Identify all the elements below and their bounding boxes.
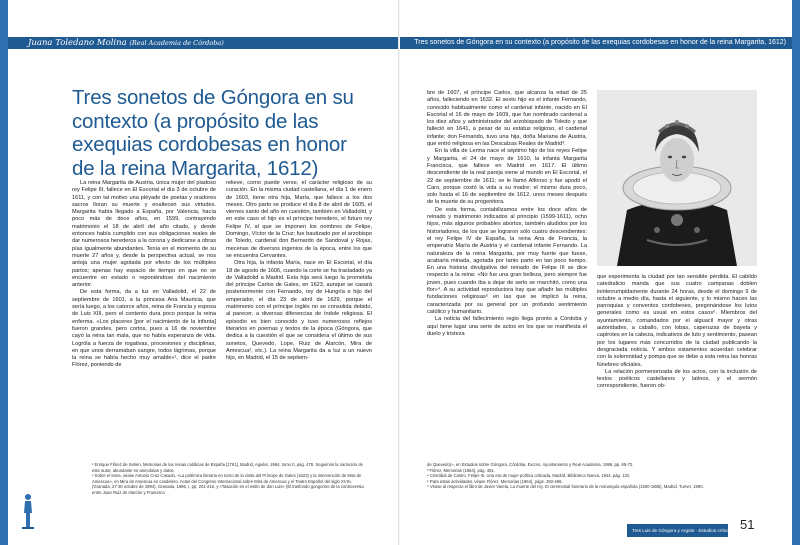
paragraph: que experimenta la ciudad por tan sensible pérdida. El cabildo catedralicio manda que sus cuatro campanas doblen ininterrumpidamente durante 24 horas, desde el domingo 9 de octubre a medio día, hasta el siguiente, y lo mismo hacen las parroquias y conventos cordobeses, pregonándose los lutos generales como es usual en estos casos⁶. Miembros del ayuntamiento, comandados por el alguacil mayor y otras autoridades, a caballo, con lobas, caperuzas de bayeta y capirotes en la cabeza, indicativos de luto y sentimiento, pasean por los lugares más concurridos de la ciudad publicando la desgraciada noticia. Y ambos estamentos acuerdan celebrar con la solemnidad y pompa que se debe a esta reina las honras fúnebres oficiales. [597,274,757,368]
left-page-edge [0,0,8,545]
footnote: ³ Flórez, Memorias (1964), pág. 481. [427,467,495,473]
paragraph: bre de 1607, el príncipe Carlos, que alcanza la edad de 25 años, falleciendo en 1632. El sexto hijo es el infante Fernando, conocido habitualmente como el cardenal infante, nacido en El Escorial el 16 de mayo de 1609, que fue nombrado cardenal a los diez años y administrador del arzobispado de Toledo y que falleció en 1641, a pesar de su estatus religioso, el cardenal infante; don Fernando, tuvo una hija, doña Mariana de Austria, que entró religiosa en las Descalzas Reales de Madrid³. [427,90,587,148]
left-running-head [28,37,224,49]
portrait-illustration [597,90,757,266]
right-running-head: Tres sonetos de Góngora en su contexto (a propósito de las exequias cordobesas en honor de la reina Margarita, 1612) [414,39,786,46]
footnote: de Quevedo)», en Estudios sobre Góngora, Córdoba, Excmo. Ayuntamiento y Real Academia, 1996, pp. 65-72. [427,462,634,467]
footnote: ⁵ Para estas actividades, véase Flórez, Memorias (1964), págs. 482-486. [427,478,563,484]
text-column-4 [597,274,757,391]
paragraph: De esta forma, da a luz en Valladolid, el 22 de septiembre de 1601, a la princesa Ana Mauricia, que sería luego, a los catorce años, reina de Francia y esposa de Luis XIII, pero el contento dura poco porque la reina enferma. «Los placeres [por el nacimiento de la infanta] fueron grandes, pero cortos, pues a 16 de noviembre cayó la reina tan mala, que no había esperanza de vida. Logróla a fuerza de rogativas, procesiones y disciplinas, en que unos derramaban sangre, todos lágrimas, porque la reina se había hecho muy amable»¹, dice el padre Flórez, poniendo de [72,289,216,369]
paragraph: La relación pormenorizada de los actos, con la inclusión de textos poéticos castellanos y latinos, y el sermón correspondiente, fueron ob- [597,368,757,390]
footnote: ² Sobre el tema, véase Antonio Cruz Casado, «La polémica literaria en torno de la visita del Príncipe de Gales (1623) y la intervención de Mira de Amescua», en Mira de Amescua en candelero. Actas del Congreso Internacional sobre Mira de Amescua y el Teatro Español del siglo XVII», (Granada, 27-30 octubre de 1994), Granada, 1996, I, pp. 201-215, y «Tasación en el estilo de don Luis» (El trasfondo gongorino de la controversia entre Juan Ruiz de Alarcón y Francisco [92,473,364,495]
text-column-3 [427,90,587,338]
author-name: Juana Toledano Molina [28,38,127,48]
footer-text: Tres Luis de Góngora y Argote · Estudios críticos [632,528,732,533]
paragraph: Otra hija, la infanta María, nace en El Escorial, el día 18 de agosto de 1606, cuando la corte se ha trasladado ya de Valladolid a Madrid. Esta hija será luego la prometida del príncipe Carlos de Gales, en 1623, aunque se casará posteriormente con Fernando, rey de Hungría e hijo del emperador, el día 23 de abril de 1629, porque el matrimonio con el príncipe inglés no se consolida debido, al parecer, a diversas diferencias de índole religiosa. El episodio es bien conocido y tuvo numerosos reflejos literarios en poemas y textos de la época (Góngora, que dedica a la cuestión el que se considera el último de sus sonetos, Quevedo, Lope, Ruiz de Alarcón, Mira de Amescua², etc.). La reina Margarita da a luz a un nuevo hijo, en Madrid, el 15 de septiem- [226,260,372,362]
footnotes-left [92,462,372,495]
footnote: ⁴ Cristóbal de Castro, Felipe III. Una era de mujer política criticada, Madrid, Biblioteca Nueva, 1944, pág. 132. [427,473,631,478]
article-title: Tres sonetos de Góngora en su contexto (a propósito de las exequias cordobesas en honor de la reina Margarita, 1612) [72,86,354,180]
paragraph: La noticia del fallecimiento regio llega pronto a Córdoba y aquí tiene lugar una serie de actos en los que se manifiesta el duelo y tristeza [427,316,587,337]
queen-portrait-image [597,90,757,266]
right-page-edge [792,0,800,545]
paragraph: La reina Margarita de Austria, única mujer del piadoso rey Felipe III, fallece en El Escorial el día 3 de octubre de 1611, y con tal motivo una pléyade de poetas y oradores sacros lloran su muerte y enaltecen sus virtudes. Margarita había llegado a España, por Valencia, hacía poco más de doce años, en 1599, contrayendo matrimonio el 18 de abril del año citado, y desde entonces había cumplido con sus obligaciones reales de dar numerosos herederos a la corona y dedicarse a obras pías igualmente abundantes. Tenía en el momento de su muerte 27 años y, desde la perspectiva actual, se nos antoja una mujer agotada por efecto de los múltiples partos; apenas hay espacio de tiempo en que no se encuentre en estado o reponiéndose del nacimiento anterior. [72,180,216,289]
footnote: ⁶ Véase al respecto el libro de Javier Varela, La muerte del rey. El ceremonial funerario de la monarquía española (1500-1885), Madrid, Turner, 1990. [427,484,704,489]
author-affiliation: (Real Academia de Córdoba) [129,39,224,47]
footnotes-right [427,462,757,490]
figurine-logo-icon [20,493,36,529]
paragraph: De esta forma, contabilizamos entre los doce años de reinado y matrimonio indicados al principio (1599-1611), ocho hijos, más algunos probables abortos, también aludidos por los historiadores, de los que se lograron sólo cuatro descendientes: el rey Felipe IV de España, la reina Ana de Francia, la emperatriz María de Austria y el cardenal infante Fernando. La naturaleza de la reina Margarita, por muy fuerte que fuese, acabaría minada, agotada por tanto parto en tan poco tiempo. En una historia divulgativa del reinado de Felipe III se dice respecto a la reina: «No fue una gran belleza, pero siempre fue joven, pues cuando iba a dejar de serlo se marchitó, como una flor»⁴. A su actividad reproductora hay que añadir las múltiples fundaciones religiosas⁵ en las que se implicó la reina, caracterizada por su general por un profundo sentimiento católico y humanitario. [427,206,587,315]
text-column-1 [72,180,216,370]
footnote: ¹ Enrique Flórez de Setién, Memorias de las reinas católicas de España [1761], Madrid, Aguilar, 1964, tomo II, pág. 478. Seguimos la narración de este autor, abundante en anécdotas y datos. [92,462,363,473]
text-column-2 [226,180,372,362]
paragraph: En la villa de Lerma nace el séptimo hijo de los reyes Felipe y Margarita, el 24 de mayo de 1610, la infanta Margarita Francisca, que fallece en Madrid en 1617. El último descendiente de la real pareja viene al mundo en El Escorial, el 22 de septiembre de 1611; se le llamó Alfonso y fue apodó el Caro, porque costó la vida a su madre; el mismo dura poco, solo hasta el 16 de septiembre de 1612, unos meses después de la muerte de su progenitora. [427,148,587,206]
paragraph: relieve, como puede verse, el carácter religioso de su curación. En la misma ciudad castellana, el día 1 de enero de 1603, tiene otra hija, María, que fallece a los dos meses. Otro parto se produce el día 8 de abril de 1605, el viernes santo del año en cuestión, también en Valladolid, y en este caso el hijo es el príncipe heredero, el futuro rey Felipe IV, al que se imponen los nombres de Felipe, Domingo, Víctor de la Cruz; fue bautizado por el arzobispo de Toledo, cardenal don Bernardo de Sandoval y Rojas, mecenas de diversos ingenios de la época, entre los que se encuentra Cervantes. [226,180,372,259]
page-number: 51 [740,517,755,532]
